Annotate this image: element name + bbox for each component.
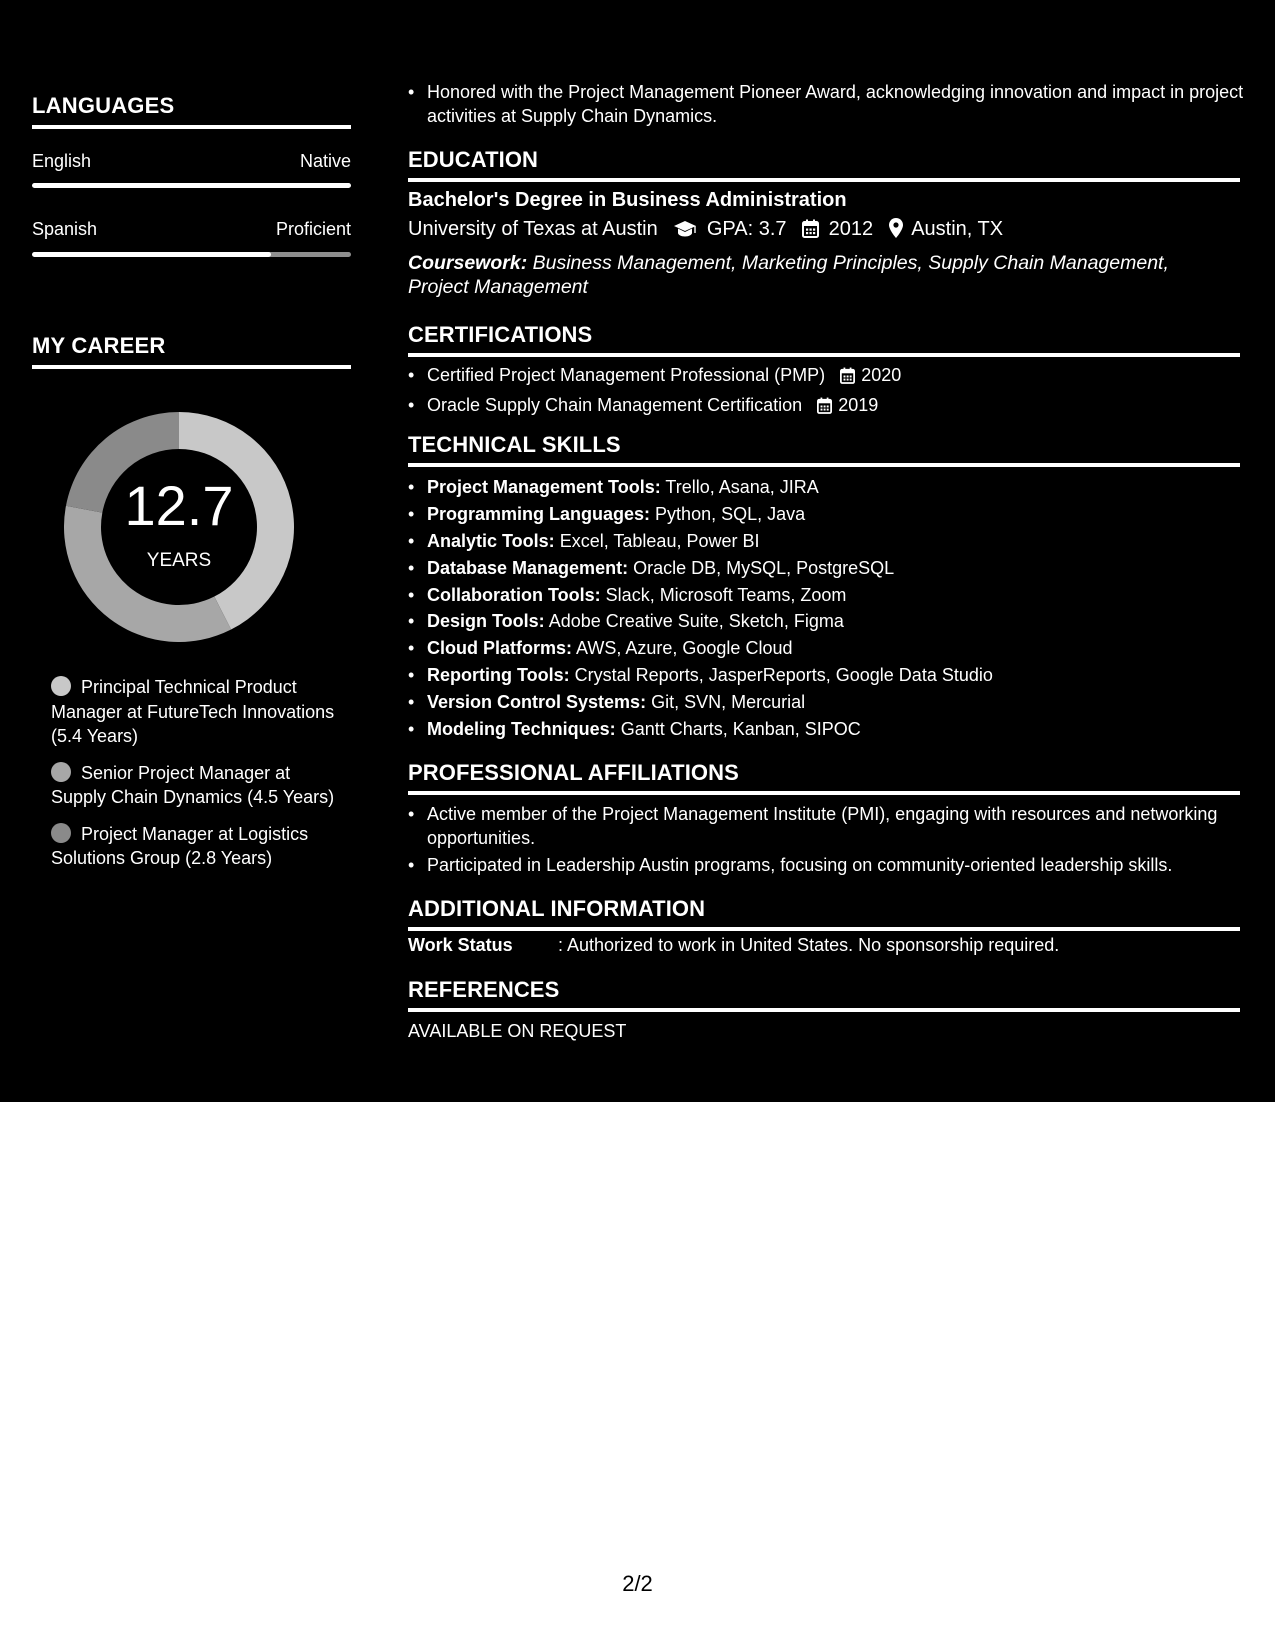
career-heading: MY CAREER <box>32 333 351 369</box>
career-item <box>51 761 341 810</box>
coursework-label: Coursework: <box>408 252 528 274</box>
language-bar-fill <box>32 252 271 257</box>
skill-value: Trello, Asana, JIRA <box>665 477 819 497</box>
certification-year: 2020 <box>861 365 902 385</box>
work-status-value: : Authorized to work in United States. No sponsorship required. <box>558 935 1060 955</box>
career-item-text: Senior Project Manager at Supply Chain Dynamics (4.5 Years) <box>51 762 335 807</box>
work-status-label: Work Status <box>408 935 513 955</box>
graduation-cap-icon <box>673 220 697 244</box>
language-bar-english <box>32 183 351 188</box>
career-dot-icon <box>51 676 71 696</box>
skill-label: Collaboration Tools: <box>427 584 601 605</box>
skill-item <box>427 609 1247 633</box>
education-school: University of Texas at Austin <box>408 218 658 240</box>
skill-item <box>427 690 1247 714</box>
skill-value: Crystal Reports, JasperReports, Google Data Studio <box>574 665 993 686</box>
skill-item <box>427 717 1247 741</box>
skill-value: Gantt Charts, Kanban, SIPOC <box>620 719 861 740</box>
language-name: Spanish <box>32 219 98 239</box>
education-degree: Bachelor's Degree in Business Administration <box>408 189 847 211</box>
work-status-row <box>408 935 1059 956</box>
career-total-unit: YEARS <box>146 550 212 571</box>
skill-item <box>427 475 1247 499</box>
career-list <box>51 675 341 883</box>
career-total-years: 12.7 <box>124 474 234 537</box>
skill-label: Database Management: <box>427 557 629 578</box>
certification-item <box>427 363 1247 390</box>
additional-info-heading: ADDITIONAL INFORMATION <box>408 896 1240 931</box>
education-location: Austin, TX <box>911 218 1004 240</box>
education-details <box>408 218 1003 244</box>
skill-value: AWS, Azure, Google Cloud <box>576 638 793 659</box>
references-text: AVAILABLE ON REQUEST <box>408 1021 627 1041</box>
location-pin-icon <box>889 218 903 244</box>
career-dot-icon <box>51 823 71 843</box>
page-number: 2/2 <box>622 1571 653 1596</box>
skill-label: Cloud Platforms: <box>427 638 573 659</box>
skill-item <box>427 663 1247 687</box>
coursework-text: Business Management, Marketing Principles, Supply Chain Management, Project Management <box>408 252 1169 298</box>
skill-label: Reporting Tools: <box>427 665 570 686</box>
technical-skills-heading: TECHNICAL SKILLS <box>408 432 1240 467</box>
skill-value: Python, SQL, Java <box>655 503 806 524</box>
skill-label: Design Tools: <box>427 611 545 632</box>
award-list <box>408 80 1247 131</box>
certification-name: Oracle Supply Chain Management Certification <box>427 394 803 415</box>
language-row-spanish <box>32 219 351 240</box>
language-row-english <box>32 151 351 172</box>
skill-value: Oracle DB, MySQL, PostgreSQL <box>633 557 895 578</box>
certifications-list <box>408 363 1247 423</box>
calendar-icon <box>802 219 819 244</box>
affiliations-list <box>408 802 1247 880</box>
career-item-text: Principal Technical Product Manager at FutureTech Innovations (5.4 Years) <box>51 677 335 746</box>
skill-item <box>427 556 1247 580</box>
calendar-icon <box>817 396 832 420</box>
language-bar-spanish <box>32 252 351 257</box>
education-heading: EDUCATION <box>408 147 1240 182</box>
skill-label: Programming Languages: <box>427 503 651 524</box>
skill-value: Adobe Creative Suite, Sketch, Figma <box>548 611 844 632</box>
education-gpa: GPA: 3.7 <box>706 218 787 240</box>
award-bullet: • Honored with the Project Management Pioneer Award, acknowledging innovation and impact in project activities at Supply Chain Dynamics. <box>427 80 1247 128</box>
skill-item <box>427 502 1247 526</box>
skill-label: Version Control Systems: <box>427 692 647 713</box>
certification-name: Certified Project Management Professional (PMP) <box>427 365 826 385</box>
education-coursework <box>408 251 1228 299</box>
skill-value: Excel, Tableau, Power BI <box>559 530 760 551</box>
calendar-icon <box>840 366 855 390</box>
language-bar-fill <box>32 183 351 188</box>
references-heading: REFERENCES <box>408 977 1240 1012</box>
skill-value: Slack, Microsoft Teams, Zoom <box>605 584 847 605</box>
career-item-text: Project Manager at Logistics Solutions Group (2.8 Years) <box>51 823 309 868</box>
skill-value: Git, SVN, Mercurial <box>651 692 806 713</box>
skill-label: Project Management Tools: <box>427 477 661 497</box>
certification-item <box>427 393 1247 420</box>
career-item <box>51 822 341 871</box>
skill-label: Analytic Tools: <box>427 530 555 551</box>
skill-item <box>427 583 1247 607</box>
skill-item <box>427 636 1247 660</box>
certification-year: 2019 <box>838 394 879 415</box>
career-item <box>51 675 341 749</box>
language-name: English <box>32 151 92 171</box>
career-dot-icon <box>51 762 71 782</box>
affiliations-heading: PROFESSIONAL AFFILIATIONS <box>408 760 1240 795</box>
education-year: 2012 <box>828 218 874 240</box>
skill-item <box>427 529 1247 553</box>
affiliation-item: • Active member of the Project Management Institute (PMI), engaging with resources and networking opportunities. <box>427 802 1247 850</box>
language-level: Native <box>299 151 351 171</box>
languages-heading: LANGUAGES <box>32 93 351 129</box>
career-donut-chart <box>64 412 294 642</box>
technical-skills-list <box>408 475 1247 744</box>
affiliation-item: • Participated in Leadership Austin programs, focusing on community-oriented leadership skills. <box>427 853 1247 877</box>
skill-label: Modeling Techniques: <box>427 719 616 740</box>
certifications-heading: CERTIFICATIONS <box>408 322 1240 357</box>
language-level: Proficient <box>275 219 351 239</box>
